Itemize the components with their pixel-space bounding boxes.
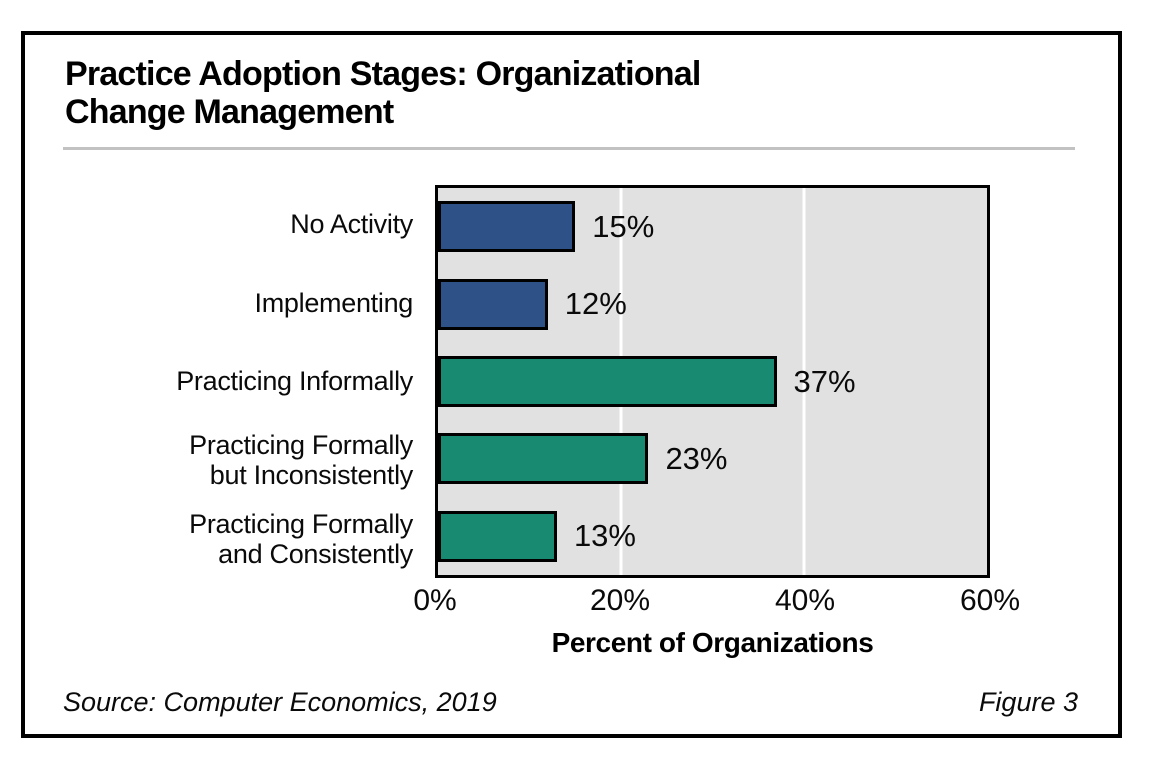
page-title — [65, 55, 701, 131]
x-tick-label: 20% — [589, 584, 651, 617]
category-label: Practicing Formally and Consistently — [189, 508, 413, 569]
category-label: Practicing Formally but Inconsistently — [189, 430, 413, 491]
category-label: Implementing — [254, 287, 413, 318]
bar — [438, 201, 575, 252]
category-label: Practicing Informally — [176, 366, 413, 397]
x-tick-label: 0% — [413, 584, 457, 617]
value-label: 12% — [564, 286, 627, 322]
value-label: 15% — [592, 208, 655, 244]
figure-frame — [21, 31, 1122, 738]
plot-area — [435, 185, 990, 578]
bar-row — [438, 498, 987, 575]
x-tick-label: 40% — [774, 584, 836, 617]
bar-row — [438, 343, 987, 420]
page-title-line-1: Practice Adoption Stages: Organizational — [65, 55, 701, 93]
x-axis-title: Percent of Organizations — [551, 627, 874, 658]
category-labels-column — [25, 185, 413, 578]
bar-row — [438, 420, 987, 497]
bar-row — [438, 265, 987, 342]
value-label: 37% — [793, 363, 856, 399]
bar-row — [438, 188, 987, 265]
bar — [438, 511, 557, 562]
category-label: No Activity — [290, 209, 413, 240]
title-divider — [63, 147, 1075, 150]
page-title-line-2: Change Management — [65, 93, 394, 131]
figure-label: Figure 3 — [978, 687, 1078, 717]
x-axis-ticks — [413, 584, 1021, 620]
value-label: 13% — [573, 518, 636, 554]
bar — [438, 279, 548, 330]
bar — [438, 433, 648, 484]
x-tick-label: 60% — [959, 584, 1021, 617]
source-text: Source: Computer Economics, 2019 — [63, 687, 497, 717]
bar — [438, 356, 777, 407]
bars-layer — [438, 188, 987, 575]
value-label: 23% — [665, 440, 728, 476]
